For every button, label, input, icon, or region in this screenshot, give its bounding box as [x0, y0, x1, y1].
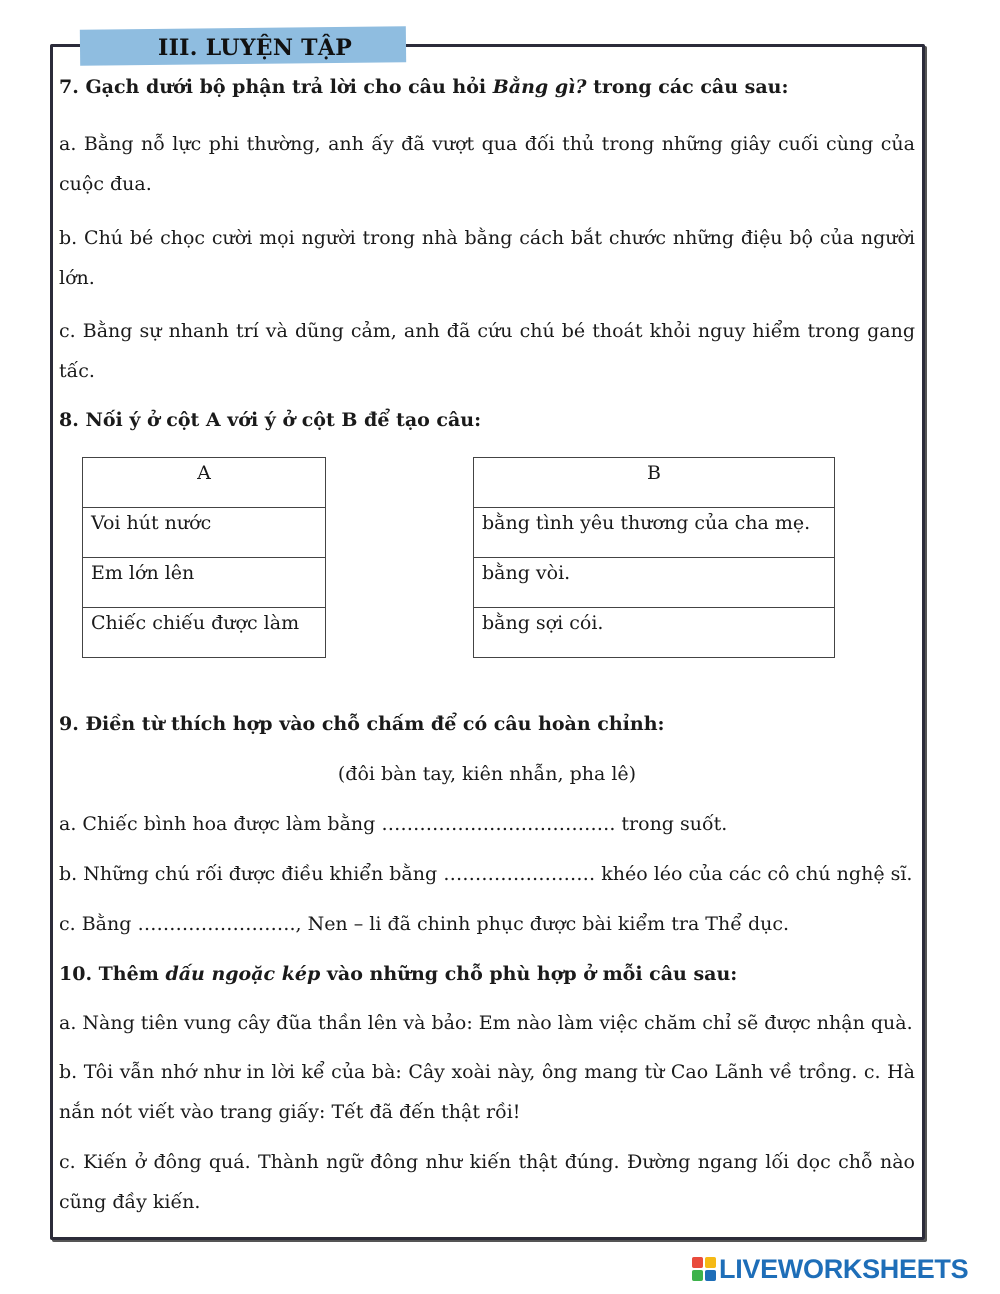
q7-sentence-b[interactable]: b. Chú bé chọc cười mọi người trong nhà bằng cách bắt chước những điệu bộ của người lớn.: [59, 227, 915, 289]
column-b-item[interactable]: bằng sợi cói.: [474, 608, 835, 658]
q10-sentence-a[interactable]: a. Nàng tiên vung cây đũa thần lên và bảo: Em nào làm việc chăm chỉ sẽ được nhận quà.: [59, 1012, 913, 1034]
column-b-item[interactable]: bằng tình yêu thương của cha mẹ.: [474, 508, 835, 558]
q10-sentence-c[interactable]: c. Kiến ở đông quá. Thành ngữ đông như kiến thật đúng. Đường ngang lối dọc chỗ nào cũng đầy kiến.: [59, 1151, 915, 1213]
column-b-item[interactable]: bằng vòi.: [474, 558, 835, 608]
column-a-table: [82, 457, 326, 658]
q9-word-bank: (đôi bàn tay, kiên nhẫn, pha lê): [337, 763, 637, 785]
q10-sentence-b[interactable]: b. Tôi vẫn nhớ như in lời kể của bà: Cây xoài này, ông mang từ Cao Lãnh về trồng. c. Hà nắn nót viết vào trang giấy: Tết đã đến thật rồi!: [59, 1061, 915, 1123]
column-a-item[interactable]: Voi hút nước: [83, 508, 326, 558]
q7-sentence-a[interactable]: a. Bằng nỗ lực phi thường, anh ấy đã vượt qua đối thủ trong những giây cuối cùng của cuộc đua.: [59, 133, 915, 195]
column-a-item[interactable]: Chiếc chiếu được làm: [83, 608, 326, 658]
q10-title: 10. Thêm dấu ngoặc kép vào những chỗ phù hợp ở mỗi câu sau:: [59, 963, 738, 985]
column-b-table: [473, 457, 835, 658]
q9-sentence-b[interactable]: b. Những chú rối được điều khiển bằng …………………… khéo léo của các cô chú nghệ sĩ.: [59, 863, 913, 885]
column-a-header: A: [83, 458, 326, 508]
logo-mark-icon: [692, 1257, 716, 1281]
column-b-header: B: [474, 458, 835, 508]
q9-sentence-c[interactable]: c. Bằng ……………………., Nen – li đã chinh phục được bài kiểm tra Thể dục.: [59, 913, 790, 935]
q7-title: 7. Gạch dưới bộ phận trả lời cho câu hỏi Bằng gì? trong các câu sau:: [59, 76, 789, 98]
column-a-item[interactable]: Em lớn lên: [83, 558, 326, 608]
liveworksheets-logo: [692, 1254, 968, 1284]
q9-sentence-a[interactable]: a. Chiếc bình hoa được làm bằng ………………………………. trong suốt.: [59, 813, 728, 835]
section-title: III. LUYỆN TẬP: [158, 35, 353, 61]
logo-text: LIVEWORKSHEETS: [719, 1253, 969, 1284]
q8-title: 8. Nối ý ở cột A với ý ở cột B để tạo câu:: [59, 409, 482, 431]
q9-title: 9. Điền từ thích hợp vào chỗ chấm để có câu hoàn chỉnh:: [59, 713, 665, 735]
q7-sentence-c[interactable]: c. Bằng sự nhanh trí và dũng cảm, anh đã cứu chú bé thoát khỏi nguy hiểm trong gang tấc.: [59, 320, 915, 382]
